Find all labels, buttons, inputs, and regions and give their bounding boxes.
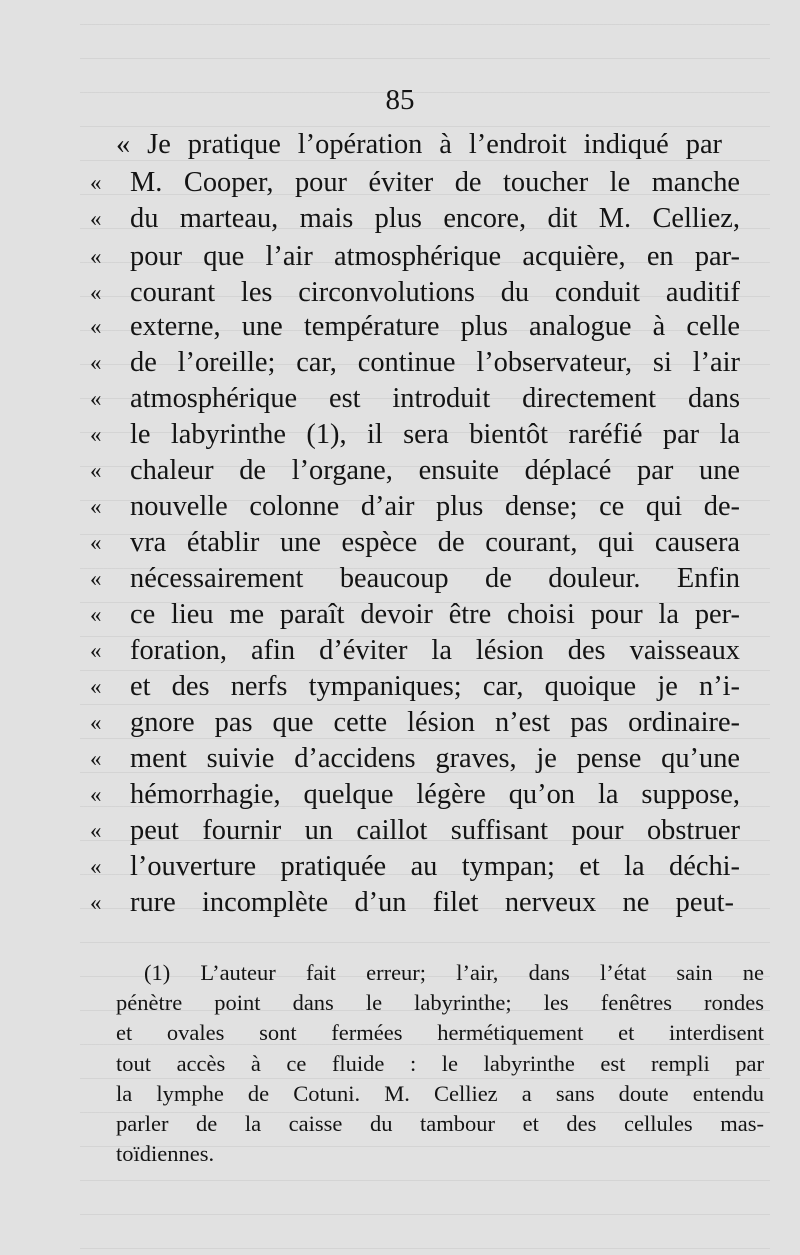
- quote-mark: «: [90, 746, 102, 771]
- quote-mark: «: [90, 350, 102, 375]
- footnote-line: (1) L’auteur fait erreur; l’air, dans l’état sain ne: [144, 960, 764, 985]
- quote-mark: «: [90, 206, 102, 231]
- footnote-line: la lymphe de Cotuni. M. Celliez a sans doute entendu: [116, 1080, 764, 1106]
- quote-mark: «: [90, 494, 102, 519]
- footnote-line: toïdiennes.: [116, 1141, 215, 1167]
- quote-mark: «: [90, 890, 102, 915]
- quote-mark: «: [90, 244, 102, 269]
- footnote-line: pénètre point dans le labyrinthe; les fenêtres rondes: [116, 990, 764, 1016]
- main-text: « Je pratique l’opération à l’endroit indiqué par « M. Cooper, pour éviter de toucher le manche « du marteau, mais plus encore, dit M. Celliez, « pour que l’air atmosphérique acquière, en par- « courant les circonvolutions du conduit auditif « externe, une température plus analogue à celle « de l’oreille; car, continue l’observateur, si l’air « atmosphérique est introduit directement dans « le labyrinthe (1), il sera bientôt raréfié par la « chaleur de l’organe, ensuite déplacé par une « nouvelle colonne d’air plus dense; ce qui de- « vra établir une espèce de courant, qui causera « nécessairement beaucoup de douleur. Enfin « ce lieu me paraît devoir être choisi pour la per- « foration, afin d’éviter la lésion des vaisseaux « et des nerfs tympaniques; car, quoique je n’i- « gnore pas que cette lésion n’est pas ordinaire- « ment suivie d’accidens graves, je pense qu’une « hémorrhagie, quelque légère qu’on la suppose, « peut fournir un caillot suffisant pour obstruer « l’ouverture pratiquée au tympan; et la déchi- « rure incomplète d’un filet nerveux ne peut-: [90, 129, 740, 918]
- quote-mark: «: [90, 422, 102, 447]
- footnote-line: parler de la caisse du tambour et des cellules mas-: [116, 1111, 764, 1137]
- page-number: 85: [385, 84, 415, 116]
- quote-mark: «: [90, 170, 102, 195]
- footnote: [116, 958, 764, 1169]
- quote-mark: «: [90, 854, 102, 879]
- quote-mark: «: [90, 386, 102, 411]
- quote-mark: «: [90, 530, 102, 555]
- quote-mark: «: [90, 314, 102, 339]
- quote-mark: «: [90, 566, 102, 591]
- quote-mark: «: [90, 458, 102, 483]
- quote-mark: «: [90, 602, 102, 627]
- quote-mark: «: [90, 674, 102, 699]
- quote-mark: «: [90, 638, 102, 663]
- quote-mark: «: [90, 782, 102, 807]
- quote-mark: «: [90, 280, 102, 305]
- quote-mark: «: [90, 818, 102, 843]
- quote-mark: «: [90, 710, 102, 735]
- footnote-line: et ovales sont fermées hermétiquement et interdisent: [116, 1020, 764, 1046]
- footnote-line: tout accès à ce fluide : le labyrinthe est rempli par: [116, 1050, 764, 1076]
